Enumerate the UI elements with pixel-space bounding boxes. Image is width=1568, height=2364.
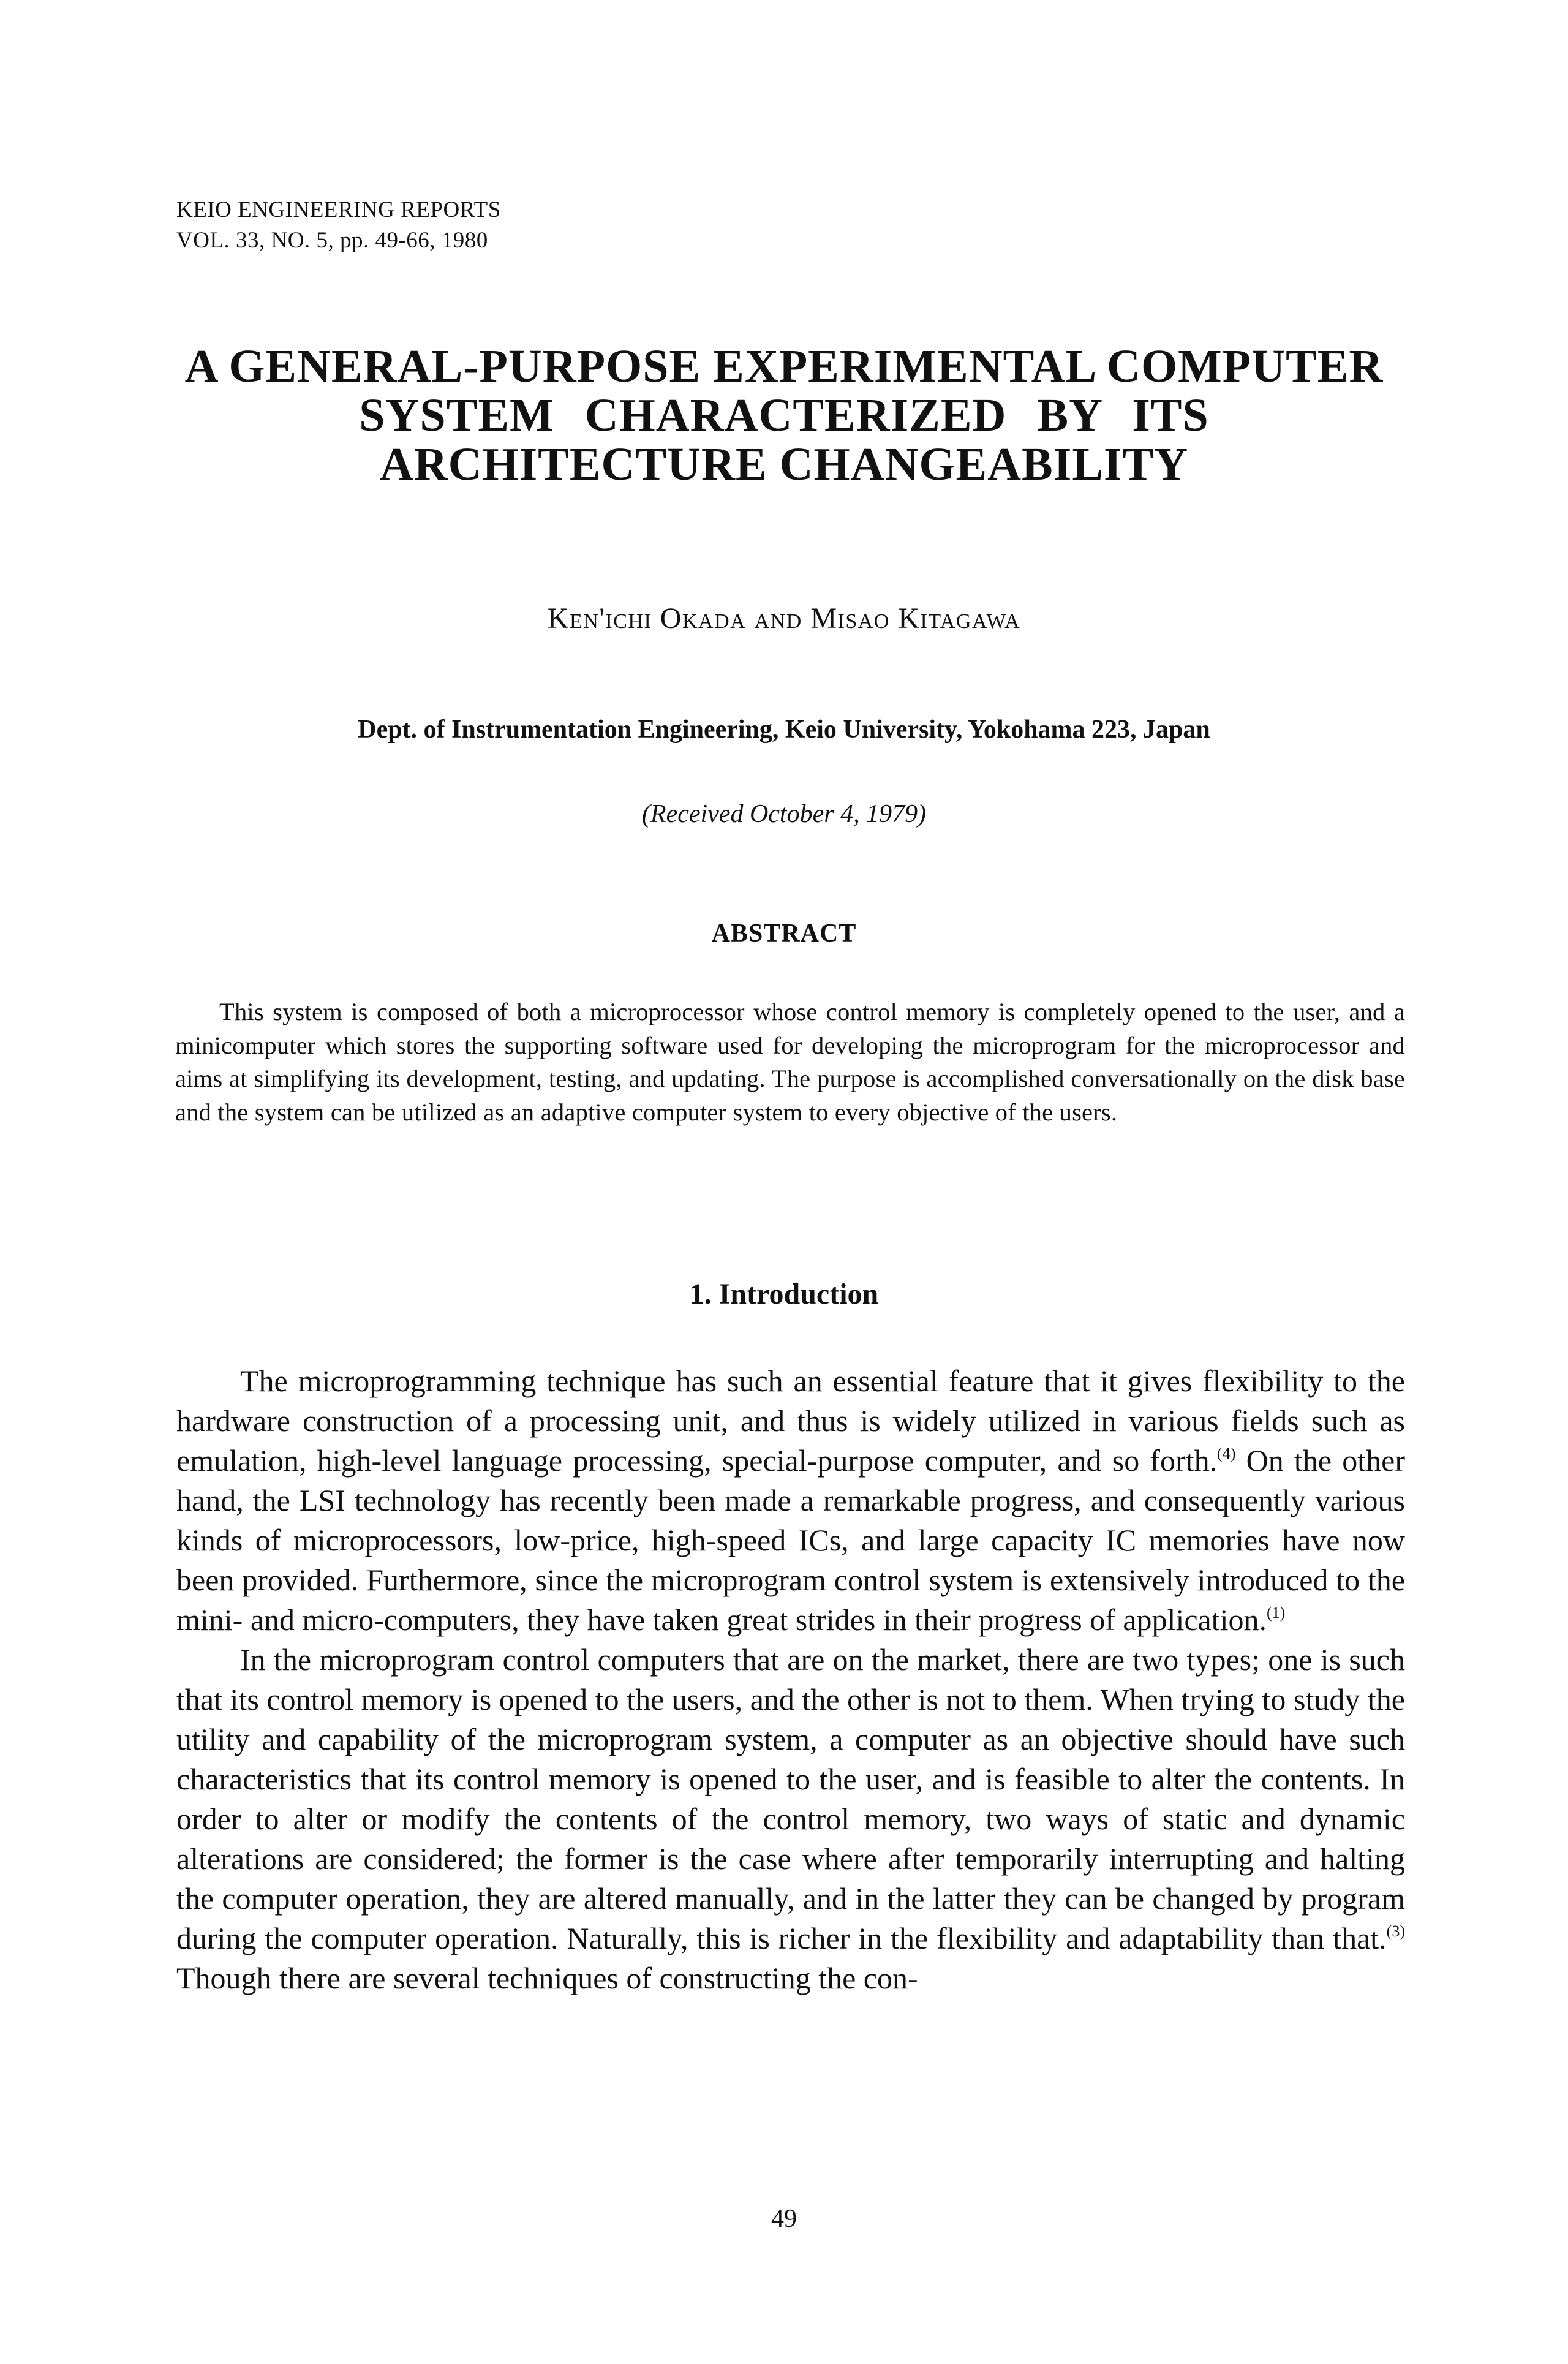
citation-ref[interactable]: (3): [1386, 1922, 1405, 1940]
received-date: (Received October 4, 1979): [641, 800, 927, 828]
title-line-1: A GENERAL-PURPOSE EXPERIMENTAL COMPUTER: [184, 341, 1384, 392]
page-number: 49: [771, 2205, 797, 2233]
abstract-text: This system is composed of both a microprocessor whose control memory is completely opened to the user, and a minicomputer which stores the supporting software used for developing the microprogram for the microprocessor and aims at simplifying its development, testing, and updating. The purpose is accomplished conversationally on the disk base and the system can be utilized as an adaptive computer system to every objective of the users.: [175, 998, 1405, 1126]
citation-ref[interactable]: (1): [1267, 1604, 1286, 1622]
citation-ref[interactable]: (4): [1217, 1444, 1236, 1462]
paragraph: [176, 1361, 1405, 1640]
title-line-3: ARCHITECTURE CHANGEABILITY: [379, 439, 1189, 490]
affiliation: Dept. of Instrumentation Engineering, Keio University, Yokohama 223, Japan: [358, 716, 1210, 744]
paragraph-text: Though there are several techniques of constructing the con-: [176, 1961, 918, 1995]
authors: Ken'ichi Okada and Misao Kitagawa: [547, 602, 1021, 635]
paragraph-text: In the microprogram control computers that are on the market, there are two types; one is such that its control memory is opened to the users, and the other is not to them. When trying to study the utility and capability of the microprogram system, a computer as an objective should have such characteristics that its control memory is opened to the user, and is feasible to alter the contents. In order to alter or modify the contents of the control memory, two ways of static and dynamic alterations are considered; the former is the case where after temporarily interrupting and halting the computer operation, they are altered manually, and in the latter they can be changed by program during the computer operation. Naturally, this is richer in the flexibility and adaptability than that.: [176, 1642, 1405, 1955]
journal-name: KEIO ENGINEERING REPORTS: [176, 197, 501, 222]
title-line-2: SYSTEM CHARACTERIZED BY ITS: [359, 390, 1209, 441]
introduction-body: [176, 1361, 1405, 1998]
paragraph-text: On the other hand, the LSI technology has recently been made a remarkable progress, and consequently various kinds of microprocessors, low-price, high-speed ICs, and large capacity IC memories have now been provided. Furthermore, since the microprogram control system is extensively introduced to the mini- and micro-computers, they have taken great strides in their progress of application.: [176, 1443, 1405, 1637]
abstract-heading: ABSTRACT: [711, 920, 857, 948]
section-heading-introduction: 1. Introduction: [689, 1278, 879, 1310]
paragraph: [176, 1640, 1405, 1998]
paper-title: [184, 342, 1384, 489]
paragraph-text: The microprogramming technique has such an essential feature that it gives flexibility to the hardware construction of a processing unit, and thus is widely utilized in various fields such as emulation, high-level language processing, special-purpose computer, and so forth.: [176, 1364, 1405, 1478]
volume-info: VOL. 33, NO. 5, pp. 49-66, 1980: [176, 228, 488, 253]
journal-header: [176, 195, 501, 256]
